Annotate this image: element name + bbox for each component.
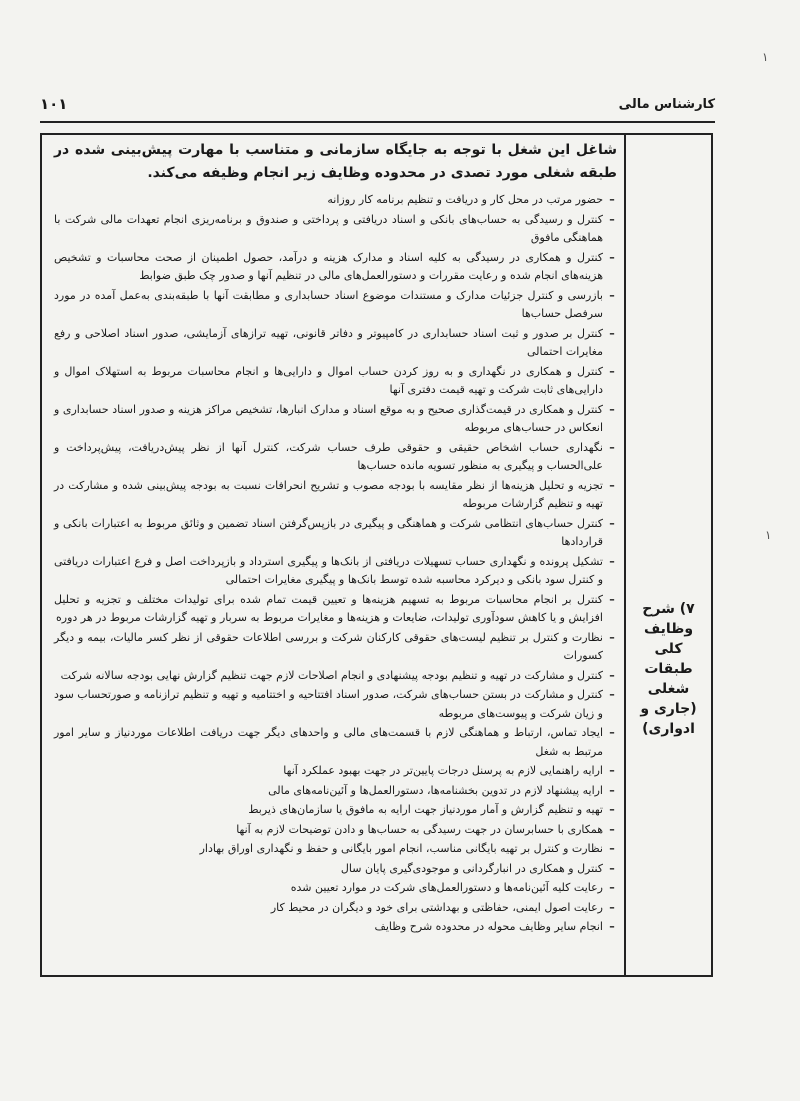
duty-item [54,686,617,723]
duty-item [54,477,617,514]
bullet-dash: – [609,726,615,739]
duty-item [54,724,617,761]
duty-text: تهیه و تنظیم گزارش و آمار موردنیاز جهت ارایه به مافوق یا سازمان‌های ذیربط [248,803,603,816]
bullet-dash: – [609,861,615,875]
section-label-cell [624,135,711,975]
section-label-line: وظایف [643,621,694,637]
duty-item [54,249,617,286]
duty-text: نظارت و کنترل بر تهیه بایگانی مناسب، انجام امور بایگانی و حفظ و نگهداری اوراق بهادار [199,842,603,855]
margin-mark: ۱ [762,50,769,64]
bullet-dash: – [609,764,615,777]
job-duties-table [40,133,713,977]
bullet-dash: – [609,842,615,855]
duty-item [54,401,617,438]
duty-item [54,287,617,324]
duty-item [54,363,617,400]
bullet-dash: – [609,592,615,606]
duty-text: کنترل بر انجام محاسبات مربوط به تسهیم هزینه‌ها و تعیین قیمت تمام شده برای تولیدات مختلف و تجزیه و تحلیل افزایش و یا کاهش سودآوری تولیدات، ضایعات و هزینه‌ها و مغایرات مربوط به سربار و تهیه گزارشات مربوط در هر دوره [54,592,603,624]
bullet-dash: – [609,803,615,816]
bullet-dash: – [609,440,615,454]
section-label-line: ادواری) [642,721,695,737]
duty-text: کنترل و مشارکت در بستن حساب‌های شرکت، صدور اسناد افتتاحیه و اختتامیه و تهیه و تنظیم ترازنامه و صورتحساب سود و زیان شرکت و پیوست‌های مربوطه [54,688,603,720]
duty-text: رعایت کلیه آئین‌نامه‌ها و دستورالعمل‌های شرکت در موارد تعیین شده [290,881,603,894]
duty-item [54,782,617,801]
page-header [40,93,715,119]
section-label-line: شغلی [647,681,690,697]
duty-text: تجزیه و تحلیل هزینه‌ها از نظر مقایسه با بودجه مصوب و تشریح انحرافات نسبت به بودجه پیش‌بینی شده و مشارکت در تهیه و تنظیم گزارشات مربوطه [54,478,603,510]
section-label-line: طبقات [644,661,693,677]
duty-item [54,821,617,840]
duty-item [54,762,617,781]
duty-text: کنترل و همکاری در نگهداری و به روز کردن حساب اموال و دارایی‌ها و انجام محاسبات مربوط به استهلاک اموال و دارایی‌های ثابت شرکت و تهیه قیمت دفتری آنها [54,364,603,396]
duty-text: بازرسی و کنترل جزئیات مدارک و مستندات موضوع اسناد حسابداری و مطابقت آنها با طبقه‌بندی به‌عمل آمده در مورد سرفصل حساب‌ها [54,288,603,320]
bullet-dash: – [609,288,615,302]
bullet-dash: – [609,478,615,492]
duty-item [54,899,617,918]
section-label [626,599,711,739]
duty-item [54,515,617,552]
duty-text: تشکیل پرونده و نگهداری حساب تسهیلات دریافتی از بانک‌ها و پیگیری استرداد و بازپرداخت اصل و فرع اعتبارات دریافتی و کنترل سود بانکی و دیرکرد محاسبه شده توسط بانک‌ها و پیگیری مغایرات احتمالی [54,554,603,586]
page-number: ۱۰۱ [40,95,68,113]
bullet-dash: – [609,881,615,894]
duty-text: همکاری با حسابرسان در جهت رسیدگی به حساب‌ها و دادن توضیحات لازم به آنها [236,822,603,836]
header-title: کارشناس مالی [618,97,715,112]
duty-text: نگهداری حساب اشخاص حقیقی و حقوقی طرف حساب شرکت، کنترل آنها از نظر پیش‌دریافت، پیش‌پرداخت و علی‌الحساب و پیگیری به منظور تسویه مانده حساب‌ها [54,440,603,472]
bullet-dash: – [609,783,615,797]
margin-mark: ۱ [765,528,772,542]
duties-intro: شاغل این شغل با توجه به جایگاه سازمانی و متناسب با مهارت پیش‌بینی شده در طبقه شغلی مورد تصدی در محدوده وظایف زیر انجام وظیفه می‌کند. [54,142,617,181]
duty-text: کنترل و مشارکت در تهیه و تنظیم بودجه پیشنهادی و انجام اصلاحات لازم جهت تنظیم گزارش نهایی بودجه سالانه شرکت [60,668,603,682]
duty-item [54,918,617,937]
bullet-dash: – [609,554,615,568]
section-label-line: کلی [654,641,683,657]
duty-text: ارایه راهنمایی لازم به پرسنل درجات پایین‌تر در جهت بهبود عملکرد آنها [283,764,603,777]
duty-item [54,840,617,859]
duty-item [54,879,617,898]
section-label-line: (جاری و [640,701,697,717]
bullet-dash: – [609,516,615,530]
duty-text: کنترل حساب‌های انتظامی شرکت و هماهنگی و پیگیری در بازپس‌گرفتن اسناد تضمین و وثائق مربوط به اعتبارات بانکی و قراردادها [54,516,603,548]
duty-text: کنترل و همکاری در قیمت‌گذاری صحیح و به موقع اسناد و مدارک انبارها، تشخیص مراکز هزینه و صدور اسناد حسابداری و انعکاس در حساب‌های مربوطه [54,402,603,434]
duty-item [54,211,617,248]
bullet-dash: – [609,250,615,264]
bullet-dash: – [609,630,615,644]
duty-item [54,591,617,628]
bullet-dash: – [609,920,615,933]
duty-text: کنترل و رسیدگی به حساب‌های بانکی و اسناد دریافتی و پرداختی و صندوق و برنامه‌ریزی انجام تعهدات مالی شرکت با هماهنگی مافوق [54,212,603,244]
bullet-dash: – [609,212,615,226]
bullet-dash: – [609,364,615,378]
bullet-dash: – [609,193,615,206]
duty-text: انجام سایر وظایف محوله در محدوده شرح وظایف [374,920,603,933]
duty-text: ارایه پیشنهاد لازم در تدوین بخشنامه‌ها، دستورالعمل‌ها و آئین‌نامه‌های مالی [268,783,603,797]
bullet-dash: – [609,688,615,701]
header-rule [40,121,715,123]
bullet-dash: – [609,900,615,914]
bullet-dash: – [609,822,615,836]
duty-text: ایجاد تماس، ارتباط و هماهنگی لازم با قسمت‌های مالی و واحدهای دیگر جهت دریافت اطلاعات موردنیاز و سایر امور مرتبط به شغل [54,726,603,758]
duty-item [54,439,617,476]
duty-item [54,325,617,362]
bullet-dash: – [609,668,615,682]
duty-text: کنترل و همکاری در انبارگردانی و موجودی‌گیری پایان سال [340,861,603,875]
duty-item [54,629,617,666]
section-label-line: ۷) شرح [642,601,695,617]
duty-item [54,553,617,590]
duty-text: حضور مرتب در محل کار و دریافت و تنظیم برنامه کار روزانه [327,193,603,206]
duties-cell [42,135,625,975]
duty-item [54,191,617,210]
duty-text: رعایت اصول ایمنی، حفاظتی و بهداشتی برای خود و دیگران در محیط کار [270,900,603,914]
duty-text: کنترل بر صدور و ثبت اسناد حسابداری در کامپیوتر و دفاتر قانونی، تهیه ترازهای آزمایشی، صدور اسناد اصلاحی و رفع مغایرات احتمالی [54,326,603,358]
duty-text: کنترل و همکاری در رسیدگی به کلیه اسناد و مدارک هزینه و درآمد، حصول اطمینان از صحت محاسبات و تشخیص هزینه‌های انجام شده و رعایت مقررات و دستورالعمل‌های مالی در تنظیم آنها و صدور چک طبق ضوابط [54,250,603,282]
duty-item [54,667,617,686]
duty-item [54,801,617,820]
duty-list [54,191,617,937]
bullet-dash: – [609,326,615,340]
duty-text: نظارت و کنترل بر تنظیم لیست‌های حقوقی کارکنان شرکت و بررسی اطلاعات حقوقی از نظر کسر مالیات، بیمه و دیگر کسورات [54,630,603,662]
bullet-dash: – [609,402,615,416]
duty-item [54,860,617,879]
